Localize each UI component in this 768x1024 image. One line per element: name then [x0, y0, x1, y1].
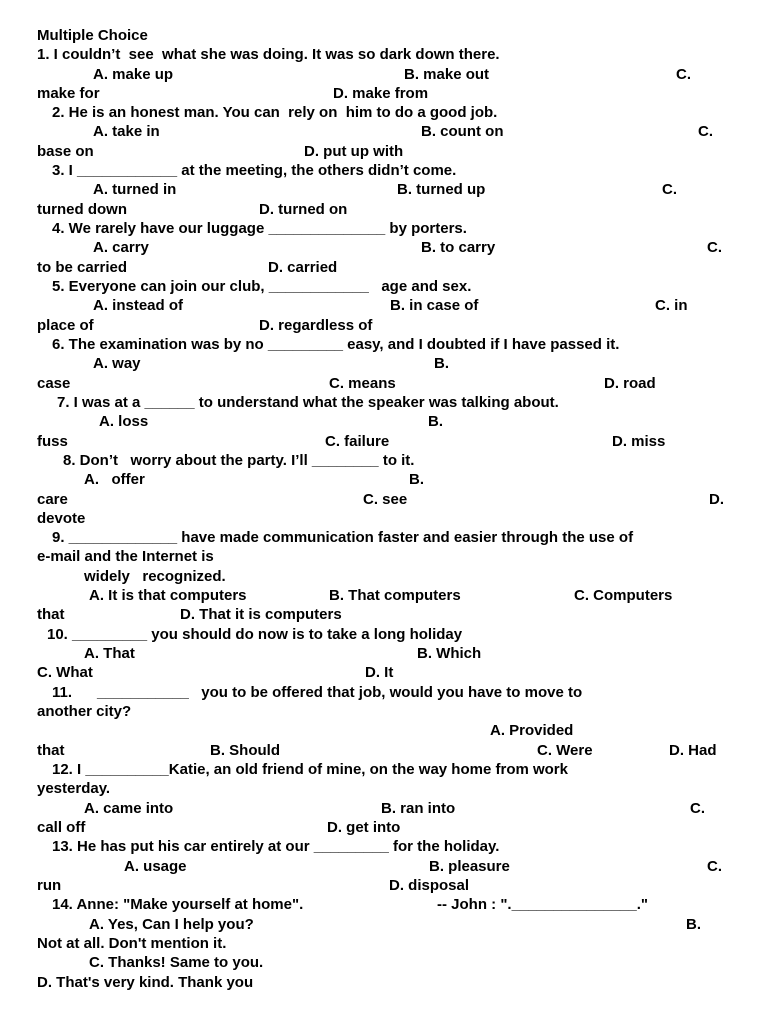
question-9-option-b: B. That computers: [329, 587, 461, 604]
question-5-stem: 5. Everyone can join our club, ____________ age and sex.: [52, 278, 472, 295]
question-3-option-d: D. turned on: [259, 201, 348, 218]
question-6-option-c: C. means: [329, 375, 396, 392]
question-11-stem: 11. ___________ you to be offered that job, would you have to move to: [52, 684, 583, 701]
question-6-option-a: A. way: [93, 355, 141, 372]
question-11-stem-line-2: another city?: [37, 703, 132, 720]
question-11-option-c: C. Were: [537, 742, 593, 759]
question-12-option-b: B. ran into: [381, 800, 456, 817]
question-10-option-d: D. It: [365, 664, 394, 681]
question-10-option-b: B. Which: [417, 645, 482, 662]
question-12-stem: 12. I __________Katie, an old friend of mine, on the way home from work: [52, 761, 568, 778]
question-7-option-a: A. loss: [99, 413, 149, 430]
question-9-option-c-text: that: [37, 606, 65, 623]
question-12-option-c-label: C.: [690, 800, 705, 817]
question-13-option-c-text: run: [37, 877, 62, 894]
question-14-option-b-text: Not at all. Don't mention it.: [37, 935, 227, 952]
question-3-option-a: A. turned in: [93, 181, 177, 198]
question-1-option-b: B. make out: [404, 66, 490, 83]
question-7-stem: 7. I was at a ______ to understand what the speaker was talking about.: [57, 394, 559, 411]
question-8-option-b-label: B.: [409, 471, 424, 488]
question-6-stem: 6. The examination was by no _________ easy, and I doubted if I have passed it.: [52, 336, 620, 353]
question-4-option-c-label: C.: [707, 239, 722, 256]
question-9-option-c: C. Computers: [574, 587, 673, 604]
question-14-stem: 14. Anne: "Make yourself at home".: [52, 896, 304, 913]
question-7-option-d: D. miss: [612, 433, 666, 450]
question-5-option-c-label: C. in: [655, 297, 688, 314]
question-1-option-c-label: C.: [676, 66, 691, 83]
question-3-option-c-text: turned down: [37, 201, 127, 218]
question-13-option-d: D. disposal: [389, 877, 470, 894]
question-11-option-a-text: that: [37, 742, 65, 759]
question-7-option-c: C. failure: [325, 433, 390, 450]
question-8-option-c: C. see: [363, 491, 408, 508]
question-7-option-b-text: fuss: [37, 433, 68, 450]
question-6-option-b-label: B.: [434, 355, 449, 372]
question-1-stem: 1. I couldn’t see what she was doing. It was so dark down there.: [37, 46, 500, 63]
question-1-option-d: D. make from: [333, 85, 429, 102]
question-9-option-d: D. That it is computers: [180, 606, 342, 623]
question-8-option-d-text: devote: [37, 510, 86, 527]
question-5-option-a: A. instead of: [93, 297, 184, 314]
question-11-option-d: D. Had: [669, 742, 717, 759]
question-14-option-d: D. That's very kind. Thank you: [37, 974, 254, 991]
question-14-option-b-label: B.: [686, 916, 701, 933]
question-6-option-d: D. road: [604, 375, 656, 392]
question-5-option-c-text: place of: [37, 317, 94, 334]
question-8-option-d-label: D.: [709, 491, 724, 508]
question-10-option-a: A. That: [84, 645, 135, 662]
question-13-option-a: A. usage: [124, 858, 187, 875]
question-7-option-b-label: B.: [428, 413, 443, 430]
question-10-stem: 10. _________ you should do now is to take a long holiday: [47, 626, 463, 643]
question-5-option-d: D. regardless of: [259, 317, 373, 334]
question-8-stem: 8. Don’t worry about the party. I’ll ________ to it.: [63, 452, 415, 469]
question-8-option-a: A. offer: [84, 471, 145, 488]
question-12-option-c-text: call off: [37, 819, 86, 836]
question-11-option-a: A. Provided: [490, 722, 574, 739]
question-2-option-d: D. put up with: [304, 143, 404, 160]
question-4-stem: 4. We rarely have our luggage ______________ by porters.: [52, 220, 467, 237]
question-3-option-b: B. turned up: [397, 181, 486, 198]
question-13-stem: 13. He has put his car entirely at our _________ for the holiday.: [52, 838, 500, 855]
question-2-stem: 2. He is an honest man. You can rely on him to do a good job.: [52, 104, 498, 121]
question-12-option-d: D. get into: [327, 819, 401, 836]
question-10-option-c: C. What: [37, 664, 93, 681]
question-13-option-b: B. pleasure: [429, 858, 510, 875]
question-11-option-b: B. Should: [210, 742, 280, 759]
question-13-option-c-label: C.: [707, 858, 722, 875]
question-9-stem: 9. _____________ have made communication faster and easier through the use of: [52, 529, 634, 546]
question-9-stem-line-3: widely recognized.: [84, 568, 226, 585]
page-title: Multiple Choice: [37, 27, 148, 44]
question-9-option-a: A. It is that computers: [89, 587, 247, 604]
question-2-option-a: A. take in: [93, 123, 160, 140]
question-2-option-c-label: C.: [698, 123, 713, 140]
question-5-option-b: B. in case of: [390, 297, 479, 314]
question-4-option-c-text: to be carried: [37, 259, 128, 276]
question-3-stem: 3. I ____________ at the meeting, the others didn’t come.: [52, 162, 457, 179]
question-14-option-a: A. Yes, Can I help you?: [89, 916, 254, 933]
question-4-option-a: A. carry: [93, 239, 149, 256]
question-4-option-b: B. to carry: [421, 239, 496, 256]
question-12-stem-line-2: yesterday.: [37, 780, 111, 797]
question-1-option-a: A. make up: [93, 66, 174, 83]
question-3-option-c-label: C.: [662, 181, 677, 198]
question-2-option-c-text: base on: [37, 143, 94, 160]
question-12-option-a: A. came into: [84, 800, 174, 817]
question-8-option-b-text: care: [37, 491, 68, 508]
question-2-option-b: B. count on: [421, 123, 504, 140]
question-14-option-c: C. Thanks! Same to you.: [89, 954, 264, 971]
question-9-stem-line-2: e-mail and the Internet is: [37, 548, 214, 565]
question-4-option-d: D. carried: [268, 259, 338, 276]
question-1-option-c-text: make for: [37, 85, 100, 102]
question-6-option-b-text: case: [37, 375, 71, 392]
question-14-response: -- John : "._______________.": [437, 896, 649, 913]
